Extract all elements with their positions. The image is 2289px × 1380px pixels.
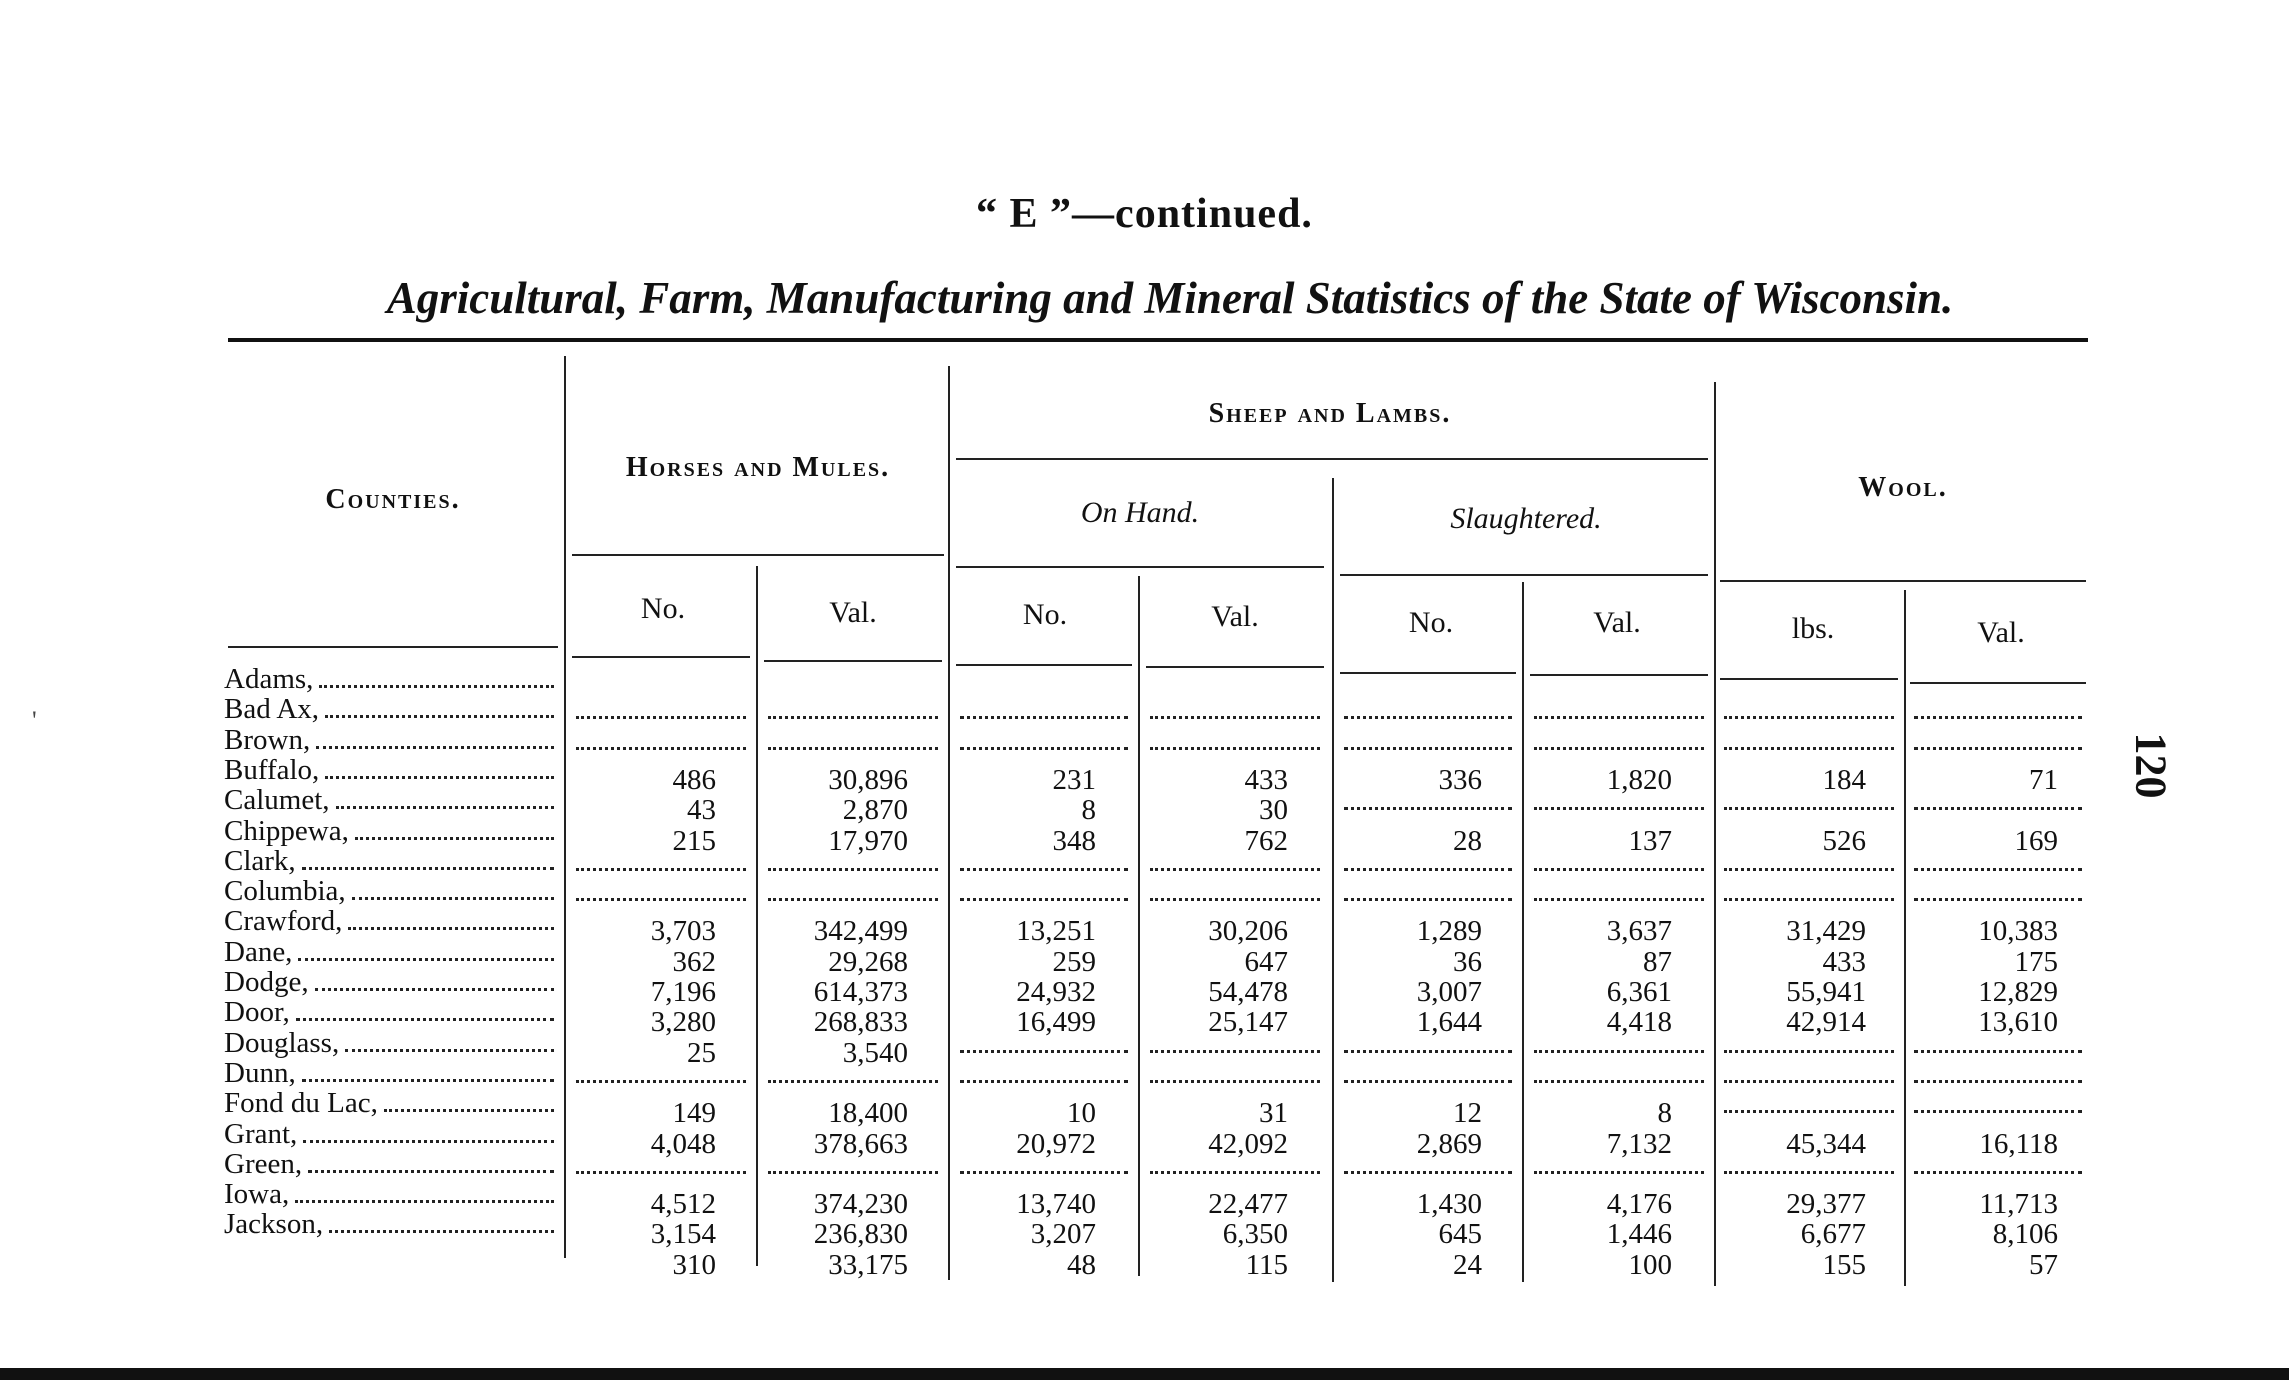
county-row-label [224,997,554,1027]
table-cell: 18,400 [828,1097,908,1130]
county-name: Clark, [224,844,296,877]
blank-entry-dots [1344,807,1512,810]
leader-dots [348,927,554,930]
horses-mules-header: Horses and Mules. [625,452,891,483]
blank-entry-dots [1724,747,1894,750]
blank-entry-dots [960,747,1128,750]
county-row-label [224,1179,554,1209]
header-underline [1340,672,1516,674]
col-header-onhand-no: No. [1022,598,1068,631]
blank-entry-dots [1150,1080,1320,1083]
table-cell: 33,175 [828,1248,908,1281]
table-cell: 1,820 [1606,763,1672,796]
table-cell: 57 [2029,1248,2058,1281]
table-title: Agricultural, Farm, Manufacturing and Mineral Statistics of the State of Wisconsin. [386,273,1954,323]
table-cell: 45,344 [1786,1127,1866,1160]
blank-entry-dots [1724,1080,1894,1083]
blank-entry-dots [1914,898,2082,901]
county-row-label [224,694,554,724]
header-underline [1340,574,1708,576]
county-row-label [224,1088,554,1118]
table-cell: 215 [672,824,716,857]
slaughtered-header: Slaughtered. [1450,502,1602,535]
county-row-label [224,937,554,967]
blank-entry-dots [1914,716,2082,719]
county-name: Bad Ax, [224,693,320,726]
blank-entry-dots [768,898,938,901]
blank-entry-dots [1724,898,1894,901]
blank-entry-dots [1914,747,2082,750]
table-cell: 268,833 [813,1006,908,1039]
table-cell: 30 [1259,794,1288,827]
leader-dots [296,1018,554,1021]
table-cell: 6,361 [1606,976,1672,1008]
table-cell: 647 [1244,945,1288,978]
header-underline [956,664,1132,666]
page-edge [0,1368,2289,1380]
table-cell: 25,147 [1208,1006,1288,1039]
blank-entry-dots [576,716,746,719]
blank-entry-dots [1534,1050,1704,1053]
county-name: Grant, [224,1117,298,1150]
blank-entry-dots [1534,747,1704,750]
table-cell: 7,132 [1606,1127,1672,1160]
blank-entry-dots [1344,868,1512,871]
col-header-slaughtered-val: Val. [1593,606,1641,639]
blank-entry-dots [1724,807,1894,810]
blank-entry-dots [1150,1171,1320,1174]
table-cell: 100 [1628,1248,1672,1281]
blank-entry-dots [1724,1050,1894,1053]
header-underline [1720,580,2086,582]
table-cell: 22,477 [1208,1188,1288,1221]
divider-line [1332,478,1334,1282]
table-cell: 87 [1643,945,1672,978]
counties-header: Counties. [325,484,461,515]
table-cell: 2,870 [842,794,908,827]
blank-entry-dots [768,716,938,719]
blank-entry-dots [768,1080,938,1083]
blank-entry-dots [1344,1050,1512,1053]
county-row-label [224,1058,554,1088]
col-header-wool-lbs: lbs. [1791,612,1835,645]
table-cell: 12 [1453,1097,1482,1130]
table-cell: 31,429 [1786,915,1866,948]
blank-entry-dots [1724,716,1894,719]
table-cell: 6,677 [1800,1218,1866,1251]
table-cell: 30,206 [1208,915,1288,948]
county-name: Crawford, [224,905,343,938]
leader-dots [345,1049,554,1052]
table-cell: 2,869 [1416,1127,1482,1160]
page-number: 120 [2126,732,2176,799]
col-header-wool-val: Val. [1977,616,2025,649]
table-cell: 13,740 [1016,1188,1096,1221]
table-cell: 13,251 [1016,915,1096,948]
county-name: Jackson, [224,1208,324,1241]
blank-entry-dots [1534,868,1704,871]
leader-dots [315,988,554,991]
col-header-horses-val: Val. [829,596,877,629]
table-cell: 155 [1822,1248,1866,1281]
county-name: Adams, [224,663,314,695]
blank-entry-dots [1344,1080,1512,1083]
table-cell: 3,703 [650,915,716,948]
col-header-onhand-val: Val. [1211,600,1259,633]
table-cell: 614,373 [813,976,908,1008]
county-name: Buffalo, [224,753,320,786]
header-underline [572,656,750,658]
blank-entry-dots [960,716,1128,719]
county-row-label [224,1149,554,1179]
blank-entry-dots [960,1050,1128,1053]
county-row-label [224,755,554,785]
blank-entry-dots [1914,807,2082,810]
blank-entry-dots [1150,1050,1320,1053]
table-cell: 12,829 [1978,976,2058,1008]
table-cell: 43 [687,794,716,827]
wool-header: Wool. [1858,472,1948,503]
header-underline [228,646,558,648]
table-cell: 486 [672,763,716,796]
leader-dots [325,715,554,718]
table-cell: 4,512 [650,1188,716,1221]
table-cell: 16,499 [1016,1006,1096,1039]
county-row-label [224,1209,554,1239]
county-name: Brown, [224,723,311,756]
county-row-label [224,876,554,906]
blank-entry-dots [1534,898,1704,901]
table-cell: 42,914 [1786,1006,1866,1039]
blank-entry-dots [576,747,746,750]
table-cell: 3,637 [1606,915,1672,948]
table-cell: 55,941 [1786,976,1866,1008]
blank-entry-dots [1344,716,1512,719]
blank-entry-dots [768,747,938,750]
leader-dots [316,746,554,749]
county-row-label [224,1028,554,1058]
header-underline [1910,682,2086,684]
table-cell: 433 [1822,945,1866,978]
county-row-label [224,906,554,936]
blank-entry-dots [1534,1171,1704,1174]
leader-dots [308,1170,554,1173]
table-cell: 236,830 [813,1218,908,1251]
table-cell: 645 [1438,1218,1482,1251]
blank-entry-dots [1344,1171,1512,1174]
table-cell: 184 [1822,763,1866,796]
table-cell: 115 [1245,1248,1288,1281]
table-cell: 16,118 [1979,1127,2058,1160]
table-cell: 30,896 [828,763,908,796]
leader-dots [319,685,554,688]
leader-dots [295,1200,554,1203]
table-cell: 36 [1453,945,1482,978]
table-cell: 231 [1052,763,1096,796]
county-row-label [224,967,554,997]
county-name: Chippewa, [224,814,349,847]
table-cell: 3,154 [650,1218,716,1251]
header-underline [572,554,944,556]
blank-entry-dots [576,1080,746,1083]
blank-entry-dots [576,868,746,871]
blank-entry-dots [1150,716,1320,719]
table-cell: 1,644 [1416,1006,1482,1039]
table-cell: 28 [1453,824,1482,857]
leader-dots [303,1140,554,1143]
blank-entry-dots [960,868,1128,871]
table-cell: 3,007 [1416,976,1482,1008]
blank-entry-dots [1344,747,1512,750]
table-cell: 149 [672,1097,716,1130]
table-cell: 31 [1259,1097,1288,1130]
table-cell: 259 [1052,945,1096,978]
table-cell: 3,207 [1030,1218,1096,1251]
blank-entry-dots [1724,1171,1894,1174]
table-cell: 17,970 [828,824,908,857]
table-cell: 342,499 [813,915,908,948]
header-underline [1720,678,1898,680]
header-underline [956,458,1708,460]
table-cell: 4,176 [1606,1188,1672,1221]
col-header-horses-no: No. [640,592,686,625]
table-cell: 169 [2014,824,2058,857]
blank-entry-dots [1534,716,1704,719]
county-name: Fond du Lac, [224,1087,378,1120]
page-heading: “ E ”—continued. [976,191,1313,237]
table-cell: 433 [1244,763,1288,796]
blank-entry-dots [1150,747,1320,750]
table-cell: 25 [687,1036,716,1069]
table-cell: 1,446 [1606,1218,1672,1251]
county-row-label [224,1119,554,1149]
blank-entry-dots [1534,1080,1704,1083]
blank-entry-dots [1150,868,1320,871]
table-cell: 175 [2014,945,2058,978]
county-name: Iowa, [224,1178,290,1211]
blank-entry-dots [1534,807,1704,810]
county-name: Douglass, [224,1026,340,1059]
blank-entry-dots [576,1171,746,1174]
table-cell: 348 [1052,824,1096,857]
table-cell: 48 [1067,1248,1096,1281]
table-cell: 8 [1657,1097,1672,1130]
county-row-label [224,664,554,694]
table-cell: 6,350 [1222,1218,1288,1251]
header-underline [956,566,1324,568]
leader-dots [302,1079,554,1082]
county-name: Calumet, [224,784,330,817]
leader-dots [355,837,554,840]
table-cell: 4,048 [650,1127,716,1160]
table-cell: 7,196 [650,976,716,1008]
blank-entry-dots [768,1171,938,1174]
table-cell: 10,383 [1978,915,2058,948]
blank-entry-dots [960,1171,1128,1174]
table-cell: 42,092 [1208,1127,1288,1160]
table-cell: 8,106 [1992,1218,2058,1251]
table-cell: 374,230 [813,1188,908,1221]
sheep-lambs-header: Sheep and Lambs. [1208,398,1452,429]
table-cell: 362 [672,945,716,978]
county-name: Columbia, [224,875,346,908]
table-cell: 20,972 [1016,1127,1096,1160]
table-cell: 378,663 [813,1127,908,1160]
blank-entry-dots [1914,1050,2082,1053]
county-name: Dane, [224,935,293,968]
blank-entry-dots [1914,1110,2082,1113]
county-name: Door, [224,996,290,1029]
leader-dots [384,1109,554,1112]
table-cell: 762 [1244,824,1288,857]
table-cell: 3,280 [650,1006,716,1039]
blank-entry-dots [1724,1110,1894,1113]
table-cell: 24,932 [1016,976,1096,1008]
blank-entry-dots [1344,898,1512,901]
blank-entry-dots [1724,868,1894,871]
county-name: Green, [224,1147,303,1180]
col-header-slaughtered-no: No. [1408,606,1454,639]
county-name: Dunn, [224,1056,296,1089]
leader-dots [325,776,554,779]
blank-entry-dots [960,898,1128,901]
on-hand-header: On Hand. [1080,496,1200,529]
header-underline [1530,674,1708,676]
header-underline [1146,666,1324,668]
table-cell: 526 [1822,824,1866,857]
margin-mark: ' [32,706,37,735]
table-cell: 29,268 [828,945,908,978]
table-cell: 8 [1081,794,1096,827]
top-rule [228,338,2088,342]
leader-dots [352,897,554,900]
table-cell: 29,377 [1786,1188,1866,1221]
table-cell: 13,610 [1978,1006,2058,1039]
blank-entry-dots [576,898,746,901]
table-cell: 137 [1628,824,1672,857]
leader-dots [329,1230,554,1233]
blank-entry-dots [768,868,938,871]
county-row-label [224,846,554,876]
table-cell: 24 [1453,1248,1482,1281]
blank-entry-dots [1914,1171,2082,1174]
table-cell: 10 [1067,1097,1096,1130]
table-cell: 4,418 [1606,1006,1672,1039]
table-cell: 310 [672,1248,716,1281]
leader-dots [298,958,554,961]
county-row-label [224,816,554,846]
county-row-label [224,785,554,815]
blank-entry-dots [960,1080,1128,1083]
county-row-label [224,725,554,755]
table-cell: 3,540 [842,1036,908,1069]
blank-entry-dots [1914,868,2082,871]
county-name: Dodge, [224,966,309,998]
divider-line [1904,590,1906,1286]
blank-entry-dots [1150,898,1320,901]
leader-dots [302,867,554,870]
leader-dots [336,806,554,809]
table-cell: 11,713 [1979,1188,2058,1221]
table-cell: 1,430 [1416,1188,1482,1221]
header-underline [764,660,942,662]
table-cell: 54,478 [1208,976,1288,1008]
blank-entry-dots [1914,1080,2082,1083]
table-cell: 1,289 [1416,915,1482,948]
table-cell: 71 [2029,763,2058,796]
table-cell: 336 [1438,763,1482,796]
